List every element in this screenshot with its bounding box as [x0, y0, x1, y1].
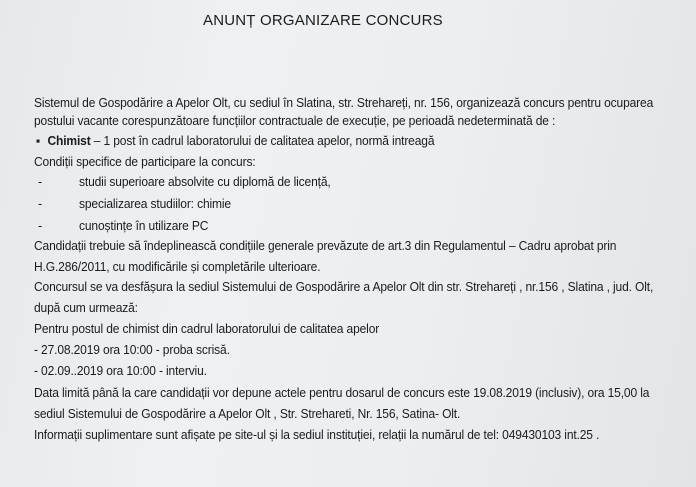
- conditions-heading: Condiții specifice de participare la concurs:: [34, 155, 256, 169]
- intro-text-line-1: Sistemul de Gospodărire a Apelor Olt, cu sediul în Slatina, str. Strehareți, nr. 156, organizează concurs pentru ocuparea: [34, 96, 654, 110]
- general-conditions-line-2: H.G.286/2011, cu modificările și completările ulterioare.: [34, 260, 321, 274]
- location-line-2: după cum urmează:: [34, 301, 138, 315]
- condition-item: studii superioare absolvite cu diplomă de licență,: [79, 175, 331, 189]
- bullet-icon: ▪: [36, 134, 41, 148]
- intro-text-line-2: postului vacante corespunzătoare funcțiilor contractuale de execuție, pe perioadă nedeterminată de :: [34, 114, 556, 128]
- schedule-heading: Pentru postul de chimist din cadrul laboratorului de calitatea apelor: [34, 322, 380, 336]
- location-line-1: Concursul se va desfășura la sediul Sistemului de Gospodărire a Apelor Olt din str. Strehareți , nr.156 , Slatina , jud. Olt,: [34, 280, 654, 294]
- condition-item: specializarea studiilor: chimie: [79, 197, 231, 211]
- position-title: Chimist: [47, 134, 91, 148]
- condition-item: cunoștințe în utilizare PC: [79, 219, 209, 233]
- general-conditions-line-1: Candidații trebuie să îndeplinească condițiile generale prevăzute de art.3 din Regulamentul – Cadru aprobat prin: [34, 239, 617, 253]
- schedule-item: - 27.08.2019 ora 10:00 - proba scrisă.: [34, 343, 230, 357]
- info-line: Informații suplimentare sunt afișate pe site-ul și la sediul instituției, relații la numărul de tel: 049430103 int.25 .: [34, 428, 600, 442]
- condition-dash: -: [38, 219, 43, 233]
- schedule-item: - 02.09..2019 ora 10:00 - interviu.: [34, 364, 207, 378]
- position-description: – 1 post în cadrul laboratorului de calitatea apelor, normă intreagă: [90, 134, 435, 148]
- condition-dash: -: [38, 175, 43, 189]
- document-title: ANUNȚ ORGANIZARE CONCURS: [203, 12, 443, 29]
- deadline-line-2: sediul Sistemului de Gospodărire a Apelor Olt , Str. Strehareti, Nr. 156, Satina- Olt.: [34, 407, 461, 421]
- condition-dash: -: [38, 197, 43, 211]
- position-item: [36, 133, 434, 149]
- deadline-line-1: Data limită până la care candidații vor depune actele pentru dosarul de concurs este 19.08.2019 (inclusiv), ora 15,00 la: [34, 386, 650, 400]
